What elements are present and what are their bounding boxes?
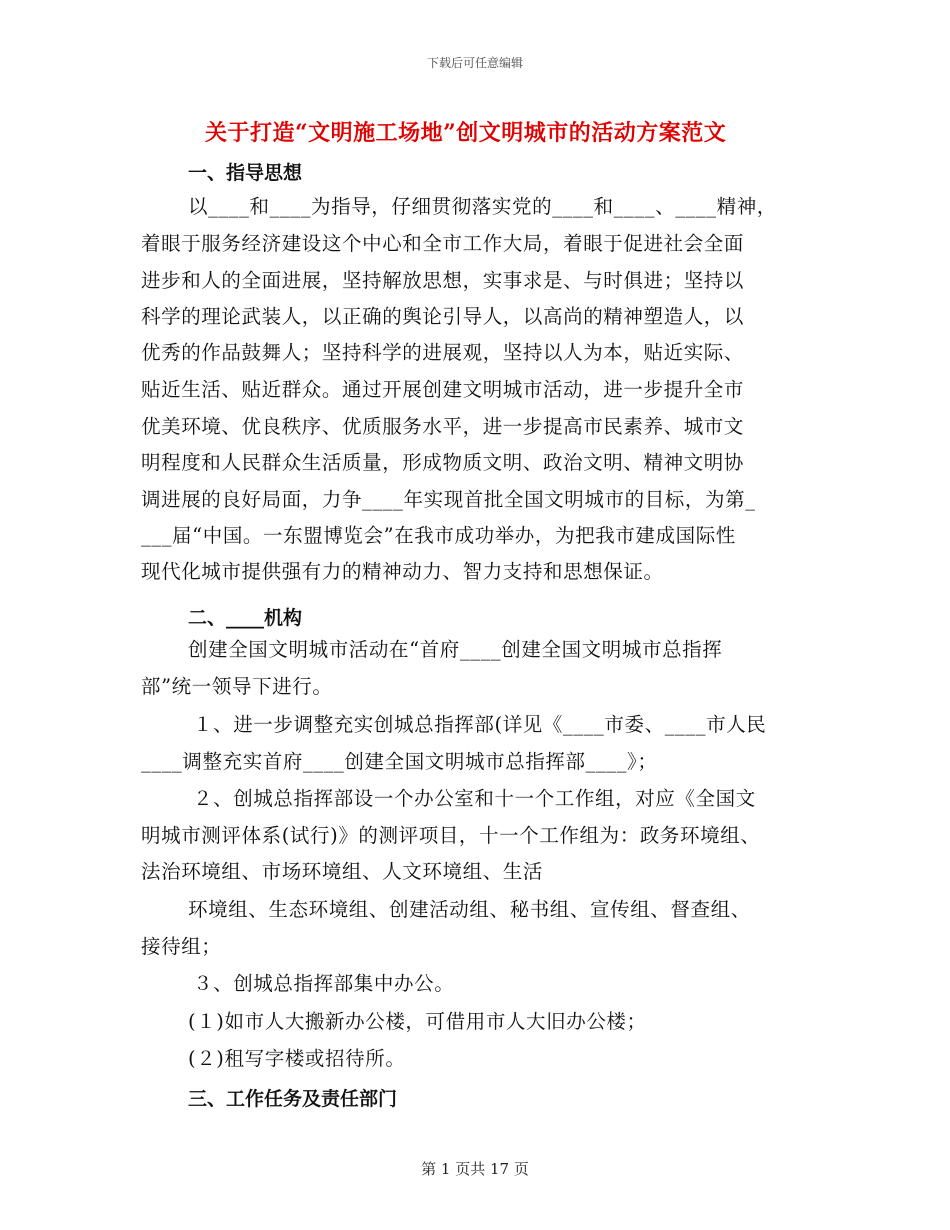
paragraph-line: 接待组； bbox=[141, 935, 222, 958]
paragraph-line: 明程度和人民群众生活质量，形成物质文明、政治文明、精神文明协 bbox=[141, 451, 745, 474]
paragraph-line: 环境组、生态环境组、创建活动组、秘书组、宣传组、督查组、 bbox=[188, 898, 751, 921]
section-heading-2: 二、____机构 bbox=[188, 607, 303, 629]
paragraph-line: 调进展的良好局面，力争____年实现首批全国文明城市的目标，为第_ bbox=[141, 488, 756, 511]
page-footer: 第 1 页共 17 页 bbox=[421, 1160, 529, 1178]
paragraph-line: １、进一步调整充实创城总指挥部(详见《____市委、____市人民 bbox=[193, 713, 767, 736]
paragraph-line: 优美环境、优良秩序、优质服务水平，进一步提高市民素养、城市文 bbox=[141, 415, 745, 438]
section-heading-3: 三、工作任务及责任部门 bbox=[188, 1088, 398, 1110]
paragraph-line: ___届“中国。一东盟博览会”在我市成功举办，为把我市建成国际性 bbox=[141, 524, 736, 547]
paragraph-line: 以____和____为指导，仔细贯彻落实党的____和____、____精神， bbox=[188, 195, 777, 218]
paragraph-line: 科学的理论武装人，以正确的舆论引导人，以高尚的精神塑造人，以 bbox=[141, 305, 745, 328]
paragraph-line: 明城市测评体系(试行)》的测评项目，十一个工作组为：政务环境组、 bbox=[141, 824, 761, 847]
paragraph-line: 部”统一领导下进行。 bbox=[141, 675, 333, 698]
paragraph-line: ３、创城总指挥部集中办公。 bbox=[193, 972, 455, 995]
paragraph-line: 法治环境组、市场环境组、人文环境组、生活 bbox=[141, 860, 544, 883]
section-heading-1: 一、指导思想 bbox=[188, 162, 303, 184]
paragraph-line: (２)租写字楼或招待所。 bbox=[188, 1047, 406, 1070]
paragraph-line: 创建全国文明城市活动在“首府____创建全国文明城市总指挥 bbox=[188, 638, 723, 661]
paragraph-line: (１)如市人大搬新办公楼，可借用市人大旧办公楼； bbox=[188, 1010, 647, 1033]
paragraph-line: ____调整充实首府____创建全国文明城市总指挥部____》； bbox=[141, 750, 658, 773]
paragraph-line: 着眼于服务经济建设这个中心和全市工作大局，着眼于促进社会全面 bbox=[141, 232, 745, 255]
paragraph-line: 贴近生活、贴近群众。通过开展创建文明城市活动，进一步提升全市 bbox=[141, 378, 745, 401]
paragraph-line: 优秀的作品鼓舞人；坚持科学的进展观，坚持以人为本，贴近实际、 bbox=[141, 341, 745, 364]
paragraph-line: 进步和人的全面进展，坚持解放思想，实事求是、与时俱进；坚持以 bbox=[141, 269, 745, 292]
paragraph-line: 现代化城市提供强有力的精神动力、智力支持和思想保证。 bbox=[141, 560, 664, 583]
paragraph-line: ２、创城总指挥部设一个办公室和十一个工作组，对应《全国文 bbox=[193, 787, 756, 810]
page-header: 下载后可任意编辑 bbox=[426, 56, 523, 70]
document-title: 关于打造“文明施工场地”创文明城市的活动方案范文 bbox=[205, 120, 727, 146]
